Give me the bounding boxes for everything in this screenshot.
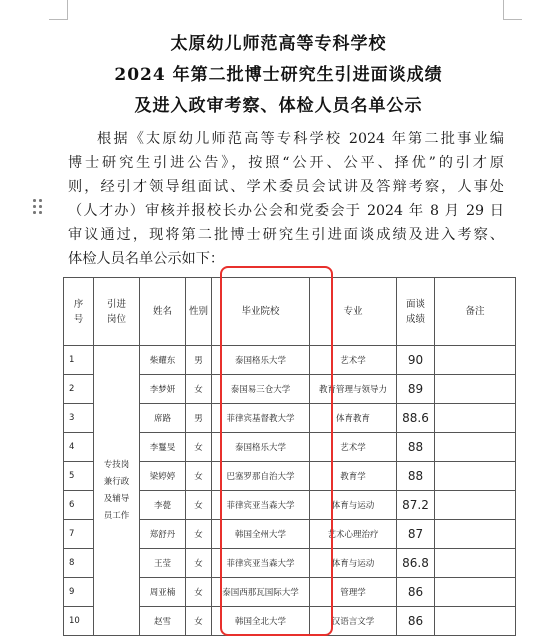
cell-gender: 女 bbox=[186, 433, 212, 462]
header-gender: 性别 bbox=[186, 278, 212, 346]
cell-score: 86 bbox=[397, 578, 435, 607]
cell-school: 泰国格乐大学 bbox=[212, 346, 310, 375]
paragraph-line-1: 根据《太原幼儿师范高等专科学校 2024 年第二批事业编 bbox=[97, 131, 504, 147]
header-name: 姓名 bbox=[140, 278, 186, 346]
cell-name: 席路 bbox=[140, 404, 186, 433]
cell-remark bbox=[435, 346, 516, 375]
cell-gender: 女 bbox=[186, 491, 212, 520]
cell-school: 泰国西那瓦国际大学 bbox=[212, 578, 310, 607]
cell-index: 8 bbox=[64, 549, 94, 578]
cell-index: 1 bbox=[64, 346, 94, 375]
cell-name: 周亚楠 bbox=[140, 578, 186, 607]
cell-school: 泰国格乐大学 bbox=[212, 433, 310, 462]
crop-mark-right-vertical bbox=[503, 0, 504, 19]
header-remark: 备注 bbox=[435, 278, 516, 346]
cell-remark bbox=[435, 404, 516, 433]
cell-post: 专技岗兼行政及辅导员工作 bbox=[94, 346, 140, 636]
cell-gender: 女 bbox=[186, 462, 212, 491]
cell-score: 88 bbox=[397, 462, 435, 491]
cell-score: 88 bbox=[397, 433, 435, 462]
cell-score: 86 bbox=[397, 607, 435, 636]
cell-score: 89 bbox=[397, 375, 435, 404]
cell-remark bbox=[435, 520, 516, 549]
cell-school: 韩国全州大学 bbox=[212, 520, 310, 549]
paragraph-line-6: 体检人员名单公示如下： bbox=[68, 251, 225, 267]
cell-school: 巴塞罗那自治大学 bbox=[212, 462, 310, 491]
cell-gender: 女 bbox=[186, 375, 212, 404]
cell-school: 泰国易三仓大学 bbox=[212, 375, 310, 404]
paragraph-line-3: 则，经引才领导组面试、学术委员会试讲及答辩考察，人事处 bbox=[68, 179, 504, 195]
header-score: 面谈成绩 bbox=[397, 278, 435, 346]
cell-score: 88.6 bbox=[397, 404, 435, 433]
drag-handle-icon[interactable] bbox=[33, 199, 43, 215]
page-title-line-3: 及进入政审考察、体检人员名单公示 bbox=[134, 96, 423, 116]
cell-score: 87.2 bbox=[397, 491, 435, 520]
cell-name: 李甍 bbox=[140, 491, 186, 520]
cell-major: 艺术学 bbox=[310, 346, 397, 375]
cell-index: 4 bbox=[64, 433, 94, 462]
cell-major: 体育与运动 bbox=[310, 491, 397, 520]
school-column-highlight bbox=[220, 266, 333, 636]
paragraph-line-4: （人才办）审核并报校长办公会和党委会于 2024 年 8 月 29 日 bbox=[68, 203, 504, 219]
cell-index: 7 bbox=[64, 520, 94, 549]
cell-major: 汉语言文学 bbox=[310, 607, 397, 636]
cell-score: 87 bbox=[397, 520, 435, 549]
cell-name: 梁婷婷 bbox=[140, 462, 186, 491]
cell-major: 教育学 bbox=[310, 462, 397, 491]
cell-index: 6 bbox=[64, 491, 94, 520]
cell-major: 体育教育 bbox=[310, 404, 397, 433]
cell-name: 李鬘旻 bbox=[140, 433, 186, 462]
cell-name: 王莹 bbox=[140, 549, 186, 578]
header-major: 专业 bbox=[310, 278, 397, 346]
cell-gender: 男 bbox=[186, 404, 212, 433]
crop-mark-left-horizontal bbox=[49, 19, 68, 20]
cell-major: 教育管理与领导力 bbox=[310, 375, 397, 404]
cell-remark bbox=[435, 549, 516, 578]
cell-school: 菲律宾亚当森大学 bbox=[212, 491, 310, 520]
header-index: 序号 bbox=[64, 278, 94, 346]
header-post: 引进岗位 bbox=[94, 278, 140, 346]
cell-remark bbox=[435, 462, 516, 491]
cell-remark bbox=[435, 578, 516, 607]
cell-major: 体育与运动 bbox=[310, 549, 397, 578]
paragraph-line-5: 审议通过，现将第二批博士研究生引进面谈成绩及进入考察、 bbox=[68, 227, 504, 243]
cell-gender: 女 bbox=[186, 607, 212, 636]
cell-name: 赵雪 bbox=[140, 607, 186, 636]
header-school: 毕业院校 bbox=[212, 278, 310, 346]
cell-score: 90 bbox=[397, 346, 435, 375]
cell-index: 10 bbox=[64, 607, 94, 636]
cell-index: 3 bbox=[64, 404, 94, 433]
crop-mark-right-horizontal bbox=[503, 19, 522, 20]
paragraph-line-2: 博士研究生引进公告》，按照“公开、公平、择优”的引才原 bbox=[68, 155, 504, 171]
cell-index: 9 bbox=[64, 578, 94, 607]
cell-score: 86.8 bbox=[397, 549, 435, 578]
cell-school: 菲律宾基督教大学 bbox=[212, 404, 310, 433]
cell-name: 柴耀东 bbox=[140, 346, 186, 375]
cell-name: 李梦妍 bbox=[140, 375, 186, 404]
cell-major: 管理学 bbox=[310, 578, 397, 607]
cell-remark bbox=[435, 433, 516, 462]
cell-gender: 女 bbox=[186, 520, 212, 549]
cell-remark bbox=[435, 491, 516, 520]
cell-index: 2 bbox=[64, 375, 94, 404]
cell-gender: 女 bbox=[186, 549, 212, 578]
crop-mark-left-vertical bbox=[67, 0, 68, 19]
page-title-line-2: 2024 年第二批博士研究生引进面谈成绩 bbox=[114, 65, 443, 85]
cell-index: 5 bbox=[64, 462, 94, 491]
cell-name: 郑舒丹 bbox=[140, 520, 186, 549]
cell-major: 艺术学 bbox=[310, 433, 397, 462]
page-title-line-1: 太原幼儿师范高等专科学校 bbox=[170, 34, 387, 54]
cell-major: 艺术心理治疗 bbox=[310, 520, 397, 549]
cell-school: 菲律宾亚当森大学 bbox=[212, 549, 310, 578]
cell-remark bbox=[435, 375, 516, 404]
cell-remark bbox=[435, 607, 516, 636]
cell-gender: 女 bbox=[186, 578, 212, 607]
cell-gender: 男 bbox=[186, 346, 212, 375]
cell-school: 韩国全北大学 bbox=[212, 607, 310, 636]
